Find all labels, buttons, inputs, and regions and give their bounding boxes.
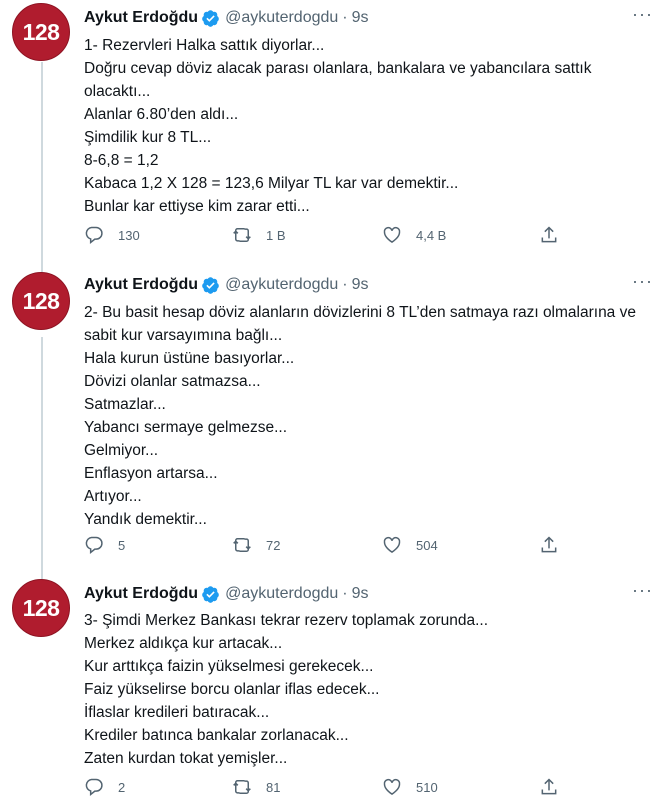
tweet-line: Artıyor... xyxy=(84,488,142,505)
reply-icon xyxy=(84,225,104,245)
tweet-line: 2- Bu basit hesap döviz alanların dövizlerini 8 TL’den satmaya razı olmalarına ve sabit kur varsayımına bağlı... xyxy=(84,304,641,344)
share-button[interactable] xyxy=(539,225,575,245)
reply-button[interactable] xyxy=(84,225,140,245)
retweet-icon xyxy=(232,535,252,555)
action-bar xyxy=(84,535,564,557)
tweet-time[interactable]: 9s xyxy=(351,276,369,293)
tweet-text xyxy=(84,301,658,531)
tweet[interactable] xyxy=(0,268,666,576)
share-icon xyxy=(539,535,559,555)
tweet-line: Kabaca 1,2 X 128 = 123,6 Milyar TL kar var demektir... xyxy=(84,175,459,192)
tweet-text xyxy=(84,609,658,770)
author-name[interactable]: Aykut Erdoğdu xyxy=(84,276,199,293)
retweet-count: 1 B xyxy=(266,227,286,243)
author-handle[interactable]: @aykuterdogdu xyxy=(225,585,339,602)
tweet-line: Gelmiyor... xyxy=(84,442,159,459)
tweet-time[interactable]: 9s xyxy=(351,585,369,602)
like-count: 510 xyxy=(416,779,438,795)
verified-badge-icon xyxy=(201,276,220,295)
tweet-text xyxy=(84,34,658,218)
verified-badge-icon xyxy=(201,9,220,28)
heart-icon xyxy=(382,535,402,555)
tweet-line: Alanlar 6.80’den aldı... xyxy=(84,106,239,123)
tweet-header xyxy=(84,275,369,295)
author-name[interactable]: Aykut Erdoğdu xyxy=(84,585,199,602)
heart-icon xyxy=(382,777,402,797)
retweet-button[interactable] xyxy=(232,225,286,245)
tweet-line: Krediler batınca bankalar zorlanacak... xyxy=(84,727,349,744)
retweet-icon xyxy=(232,777,252,797)
tweet-line: 8-6,8 = 1,2 xyxy=(84,152,159,169)
share-button[interactable] xyxy=(539,777,575,797)
retweet-button[interactable] xyxy=(232,535,280,555)
reply-count: 130 xyxy=(118,227,140,243)
verified-badge-icon xyxy=(201,585,220,604)
avatar[interactable] xyxy=(12,579,70,637)
reply-icon xyxy=(84,777,104,797)
tweet-line: Satmazlar... xyxy=(84,396,166,413)
more-options-icon[interactable]: ··· xyxy=(632,271,653,291)
separator-dot: · xyxy=(342,585,348,602)
tweet-line: İflaslar kredileri batıracak... xyxy=(84,704,270,721)
more-options-icon[interactable]: ··· xyxy=(632,580,653,600)
separator-dot: · xyxy=(342,9,348,26)
like-count: 4,4 B xyxy=(416,227,447,243)
tweet-line: Bunlar kar ettiyse kim zarar etti... xyxy=(84,198,310,215)
author-handle[interactable]: @aykuterdogdu xyxy=(225,276,339,293)
tweet-line: Merkez aldıkça kur artacak... xyxy=(84,635,283,652)
reply-button[interactable] xyxy=(84,535,125,555)
share-icon xyxy=(539,777,559,797)
avatar-text: 128 xyxy=(22,287,60,314)
retweet-icon xyxy=(232,225,252,245)
like-count: 504 xyxy=(416,537,438,553)
separator-dot: · xyxy=(342,276,348,293)
tweet-line: Faiz yükselirse borcu olanlar iflas edecek... xyxy=(84,681,380,698)
tweet-line: Doğru cevap döviz alacak parası olanlara, bankalara ve yabancılara sattık olacaktı... xyxy=(84,60,596,100)
retweet-count: 72 xyxy=(266,537,281,553)
author-name[interactable]: Aykut Erdoğdu xyxy=(84,9,199,26)
tweet-line: Şimdilik kur 8 TL... xyxy=(84,129,212,146)
avatar-text: 128 xyxy=(22,18,60,45)
tweet-line: Yabancı sermaye gelmezse... xyxy=(84,419,288,436)
tweet-line: Dövizi olanlar satmazsa... xyxy=(84,373,261,390)
like-button[interactable] xyxy=(382,535,438,555)
avatar[interactable] xyxy=(12,272,70,330)
tweet-line: Zaten kurdan tokat yemişler... xyxy=(84,750,288,767)
tweet-header xyxy=(84,8,369,28)
tweet-line: Yandık demektir... xyxy=(84,511,207,528)
action-bar xyxy=(84,777,564,799)
like-button[interactable] xyxy=(382,777,438,797)
reply-icon xyxy=(84,535,104,555)
tweet-line: 1- Rezervleri Halka sattık diyorlar... xyxy=(84,37,325,54)
more-options-icon[interactable]: ··· xyxy=(632,4,653,24)
reply-count: 5 xyxy=(118,537,126,553)
like-button[interactable] xyxy=(382,225,446,245)
action-bar xyxy=(84,225,564,247)
avatar-text: 128 xyxy=(22,594,60,621)
tweet[interactable] xyxy=(0,0,666,268)
avatar[interactable] xyxy=(12,3,70,61)
tweet-line: Kur arttıkça faizin yükselmesi gerekecek... xyxy=(84,658,374,675)
author-handle[interactable]: @aykuterdogdu xyxy=(225,9,339,26)
tweet-header xyxy=(84,584,369,604)
retweet-count: 81 xyxy=(266,779,281,795)
tweet-line: Enflasyon artarsa... xyxy=(84,465,218,482)
tweet-time[interactable]: 9s xyxy=(351,9,369,26)
heart-icon xyxy=(382,225,402,245)
reply-count: 2 xyxy=(118,779,126,795)
share-button[interactable] xyxy=(539,535,575,555)
tweet[interactable] xyxy=(0,576,666,793)
retweet-button[interactable] xyxy=(232,777,280,797)
share-icon xyxy=(539,225,559,245)
tweet-line: Hala kurun üstüne basıyorlar... xyxy=(84,350,295,367)
tweet-line: 3- Şimdi Merkez Bankası tekrar rezerv toplamak zorunda... xyxy=(84,612,489,629)
reply-button[interactable] xyxy=(84,777,125,797)
